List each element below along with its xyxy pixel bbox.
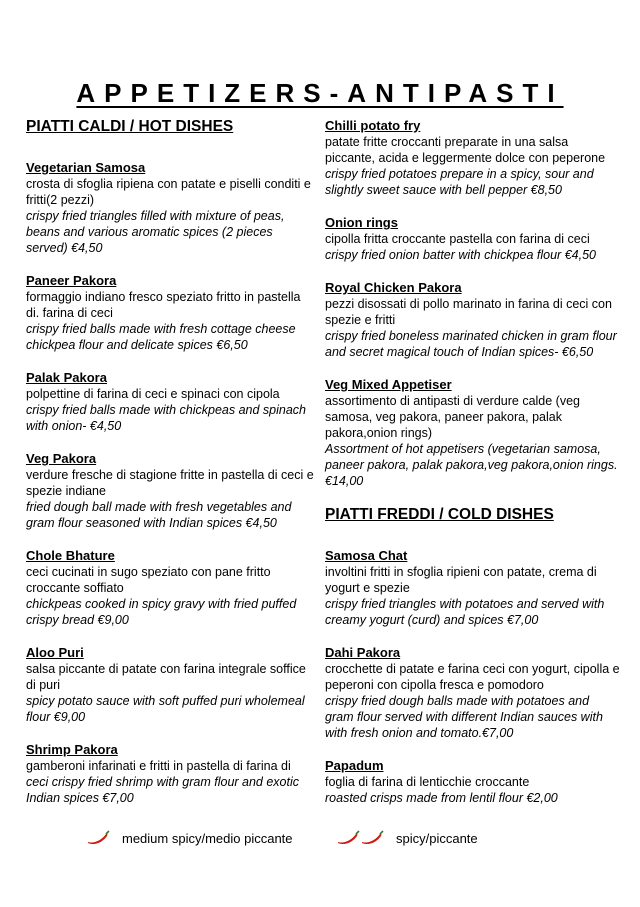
menu-item — [325, 377, 620, 489]
menu-item-description-en: crispy fried balls made with chickpeas and spinach with onion- €4,50 — [26, 403, 306, 433]
menu-item — [325, 215, 620, 263]
menu-item-name: Aloo Puri — [26, 645, 84, 660]
menu-item-description-en: fried dough ball made with fresh vegetables and gram flour seasoned with Indian spices €4,50 — [26, 500, 292, 530]
menu-item-description-it: crosta di sfoglia ripiena con patate e piselli conditi e fritti(2 pezzi) — [26, 177, 311, 207]
menu-item-description-it: involtini fritti in sfoglia ripieni con patate, crema di yogurt e spezie — [325, 565, 597, 595]
legend-medium-spicy-label: medium spicy/medio piccante — [122, 830, 293, 846]
chili-pepper-icon — [86, 830, 110, 846]
menu-item-description-en: crispy fried boneless marinated chicken in gram flour and secret magical touch of Indian spices- €6,50 — [325, 329, 617, 359]
menu-item-name: Veg Pakora — [26, 451, 97, 466]
menu-item-description-it: patate fritte croccanti preparate in una salsa piccante, acida e leggermente dolce con peperone — [325, 135, 606, 165]
menu-item-name: Paneer Pakora — [26, 273, 117, 288]
menu-item — [325, 548, 620, 628]
menu-item — [325, 645, 620, 741]
cold-dishes-heading: PIATTI FREDDI / COLD DISHES — [325, 506, 554, 523]
hot-dishes-heading: PIATTI CALDI / HOT DISHES — [26, 118, 234, 135]
menu-item-description-it: assortimento di antipasti di verdure calde (veg samosa, veg pakora, paneer pakora, palak pakora,onion rings) — [325, 394, 580, 440]
menu-item-description-en: Assortment of hot appetisers (vegetarian samosa, paneer pakora, palak pakora,veg pakora,onion rings.€14,00 — [325, 442, 618, 488]
menu-item-name: Papadum — [325, 758, 384, 773]
chili-pepper-icon — [336, 830, 360, 846]
menu-item-description-en: crispy fried triangles with potatoes and served with creamy yogurt (curd) and spices €7,00 — [325, 597, 605, 627]
legend-medium-spicy — [86, 830, 293, 846]
menu-item — [26, 645, 314, 725]
menu-item-description-it: crocchette di patate e farina ceci con yogurt, cipolla e peperoni con cipolla fresca e pomodoro — [325, 662, 620, 692]
menu-item-name: Shrimp Pakora — [26, 742, 118, 757]
menu-item-name: Palak Pakora — [26, 370, 107, 385]
right-column — [325, 118, 620, 823]
hot-dishes-list — [26, 160, 314, 806]
page-title: APPETIZERS-ANTIPASTI — [76, 78, 564, 108]
menu-item-name: Dahi Pakora — [325, 645, 401, 660]
menu-item-name: Chilli potato fry — [325, 118, 421, 133]
menu-item-description-en: crispy fried onion batter with chickpea flour €4,50 — [325, 248, 596, 262]
menu-item-description-it: formaggio indiano fresco speziato fritto in pastella di. farina di ceci — [26, 290, 301, 320]
menu-item — [325, 280, 620, 360]
menu-item-name: Onion rings — [325, 215, 398, 230]
menu-item-description-en: crispy fried potatoes prepare in a spicy, sour and slightly sweet sauce with bell pepper €8,50 — [325, 167, 594, 197]
chili-pepper-icon — [360, 830, 384, 846]
menu-item-description-it: gamberoni infarinati e fritti in pastella di farina di — [26, 759, 291, 773]
hot-dishes-list-continued — [325, 118, 620, 489]
menu-item-description-it: cipolla fritta croccante pastella con farina di ceci — [325, 232, 590, 246]
menu-item — [26, 742, 314, 806]
menu-item-description-en: roasted crisps made from lentil flour €2,00 — [325, 791, 558, 805]
menu-item-name: Veg Mixed Appetiser — [325, 377, 452, 392]
menu-item — [26, 160, 314, 256]
menu-item-name: Vegetarian Samosa — [26, 160, 146, 175]
legend-spicy — [336, 830, 478, 846]
left-column — [26, 118, 314, 823]
menu-item-description-it: salsa piccante di patate con farina integrale soffice di puri — [26, 662, 306, 692]
menu-item-description-en: crispy fried triangles filled with mixture of peas, beans and various aromatic spices (2 pieces served) €4,50 — [26, 209, 285, 255]
menu-item-description-en: spicy potato sauce with soft puffed puri wholemeal flour €9,00 — [26, 694, 305, 724]
menu-item-description-it: ceci cucinati in sugo speziato con pane fritto croccante soffiato — [26, 565, 271, 595]
menu-item — [325, 758, 620, 806]
menu-item-description-en: ceci crispy fried shrimp with gram flour and exotic Indian spices €7,00 — [26, 775, 300, 805]
menu-item — [26, 273, 314, 353]
menu-item-description-en: crispy fried dough balls made with potatoes and gram flour served with different Indian sauces with with fresh onion and tomato.€7,00 — [325, 694, 603, 740]
menu-item-description-en: crispy fried balls made with fresh cottage cheese chickpea flour and delicate spices €6,50 — [26, 322, 296, 352]
menu-item — [325, 118, 620, 198]
menu-item-name: Royal Chicken Pakora — [325, 280, 462, 295]
menu-item — [26, 370, 314, 434]
menu-item-description-it: pezzi disossati di pollo marinato in farina di ceci con spezie e fritti — [325, 297, 612, 327]
menu-item-description-it: verdure fresche di stagione fritte in pastella di ceci e spezie indiane — [26, 468, 314, 498]
menu-item-description-it: foglia di farina di lenticchie croccante — [325, 775, 530, 789]
menu-item-description-it: polpettine di farina di ceci e spinaci con cipola — [26, 387, 280, 401]
menu-item — [26, 548, 314, 628]
menu-item-description-en: chickpeas cooked in spicy gravy with fried puffed crispy bread €9,00 — [26, 597, 297, 627]
menu-item-name: Samosa Chat — [325, 548, 408, 563]
legend-spicy-label: spicy/piccante — [396, 830, 478, 846]
cold-dishes-list — [325, 548, 620, 806]
menu-item-name: Chole Bhature — [26, 548, 115, 563]
menu-item — [26, 451, 314, 531]
